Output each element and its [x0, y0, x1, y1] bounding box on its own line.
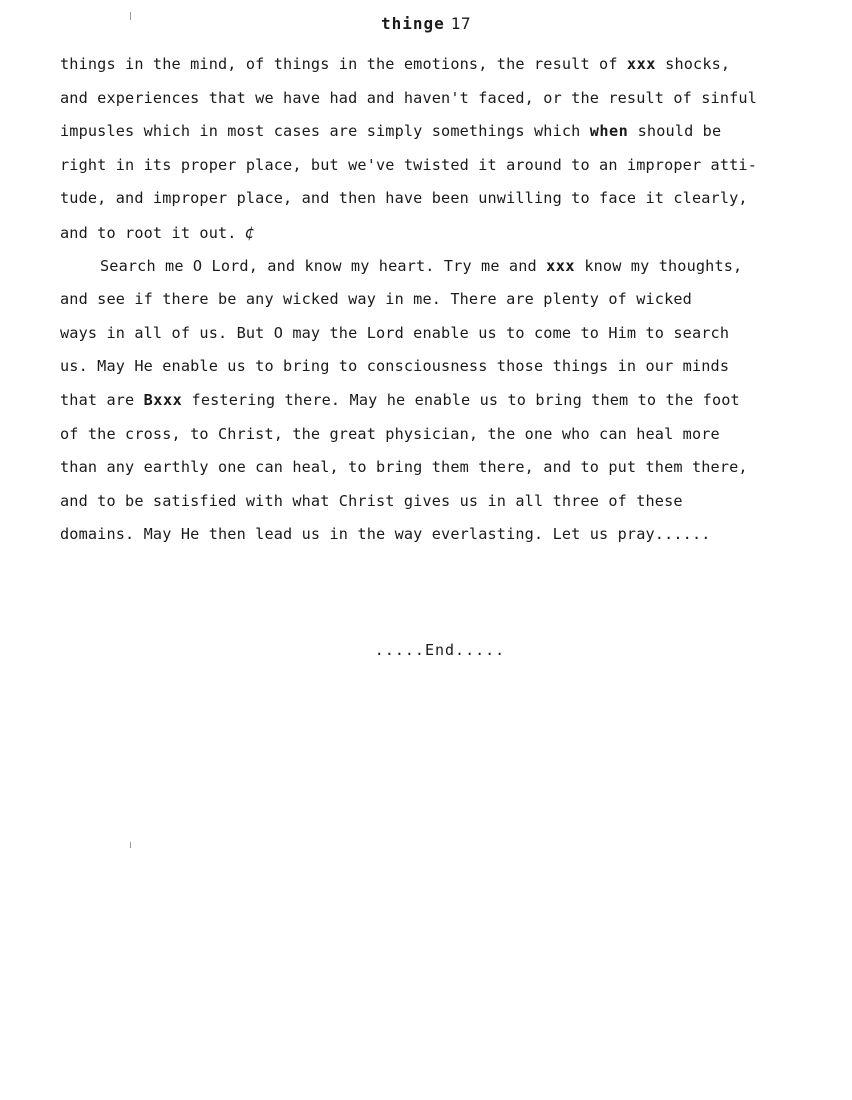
text-line: of the cross, to Christ, the great physician, the one who can heal more	[60, 424, 720, 443]
paragraph-marker: ¢	[244, 222, 255, 242]
text-line: us. May He enable us to bring to consciousness those things in our minds	[60, 357, 730, 376]
text-line: right in its proper place, but we've twisted it around to an improper atti-	[60, 155, 758, 174]
text-segment: know my thoughts,	[575, 256, 743, 275]
paragraph-2	[60, 250, 820, 552]
text-segment: and to root it out.	[60, 223, 237, 242]
struck-text: Bxxx	[143, 390, 183, 409]
text-line: and experiences that we have had and haven't faced, or the result of sinful	[60, 88, 758, 107]
text-line: and see if there be any wicked way in me. There are plenty of wicked	[60, 290, 692, 309]
body-text	[60, 48, 820, 659]
text-line: than any earthly one can heal, to bring them there, and to put them there,	[60, 458, 748, 477]
struck-text: xxx	[626, 55, 656, 73]
text-line: tude, and improper place, and then have been unwilling to face it clearly,	[60, 189, 748, 208]
text-line: ways in all of us. But O may the Lord enable us to come to Him to search	[60, 323, 730, 342]
text-line	[60, 115, 820, 149]
text-segment: should be	[628, 122, 722, 141]
text-line: and to be satisfied with what Christ gives us in all three of these	[60, 491, 683, 510]
text-line	[60, 384, 820, 418]
page-number: 17	[450, 14, 472, 33]
text-segment: Search me O Lord, and know my heart. Try me and	[100, 256, 547, 275]
text-segment: impusles which in most cases are simply somethings which	[60, 122, 590, 141]
text-segment: shocks,	[655, 55, 731, 73]
end-marker: .....End.....	[374, 641, 506, 659]
struck-text: when	[589, 122, 629, 141]
page-header	[0, 14, 852, 33]
text-line	[60, 216, 820, 250]
text-line	[60, 250, 820, 284]
struck-header-word: thinge	[380, 14, 445, 33]
page-speck	[130, 842, 131, 848]
struck-text: xxx	[546, 256, 576, 275]
paragraph-1	[60, 48, 820, 250]
text-line: domains. May He then lead us in the way everlasting. Let us pray......	[60, 525, 711, 544]
text-line	[60, 48, 820, 82]
text-segment: things in the mind, of things in the emotions, the result of	[60, 55, 627, 73]
text-segment: that are	[60, 390, 144, 409]
text-segment: festering there. May he enable us to bring them to the foot	[182, 390, 740, 409]
